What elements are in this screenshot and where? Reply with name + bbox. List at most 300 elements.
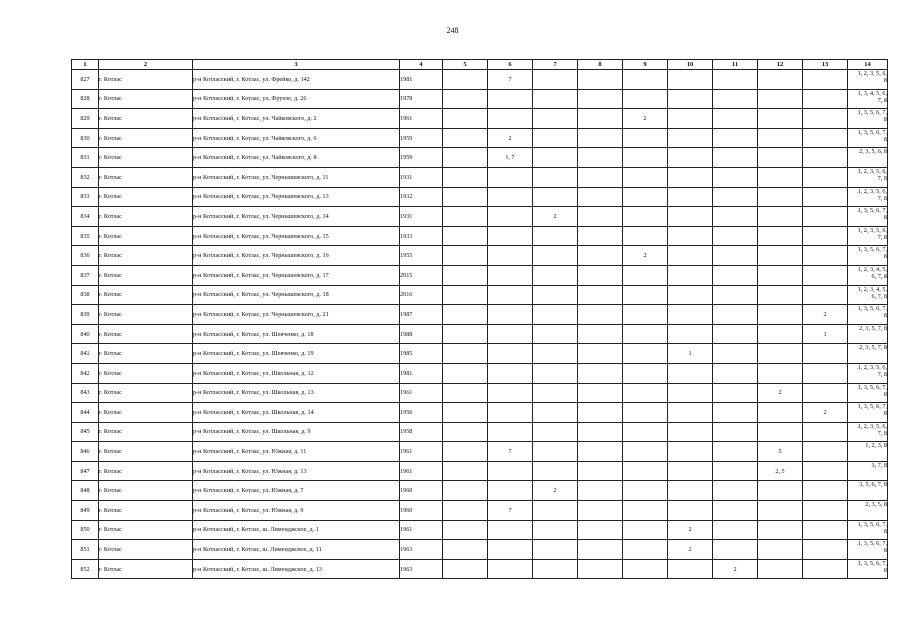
col-10-cell: 2 [668,540,713,560]
col-9-cell [623,403,668,423]
col-8-cell [578,481,623,501]
col-6-cell [488,187,533,207]
col-7-cell [533,461,578,481]
col-5-cell [443,148,488,168]
row-number-cell: 842 [72,363,99,383]
col-9-cell [623,344,668,364]
col-13-cell [803,128,848,148]
column-header-5: 5 [443,60,488,70]
row-number-cell: 844 [72,403,99,423]
col-8-cell [578,501,623,521]
col-7-cell [533,167,578,187]
col-14-cell: 1, 3, 4, 5, 6, 7, 8 [848,89,888,109]
col-8-cell [578,148,623,168]
row-number-cell: 828 [72,89,99,109]
city-cell: г. Котлас [99,70,193,90]
build-year-cell: 1963 [400,559,443,579]
col-12-cell [758,501,803,521]
col-9-cell [623,461,668,481]
col-6-cell: 7 [488,70,533,90]
col-7-cell [533,89,578,109]
col-5-cell [443,520,488,540]
col-13-cell [803,559,848,579]
row-number-cell: 840 [72,324,99,344]
col-6-cell [488,461,533,481]
col-11-cell [713,246,758,266]
build-year-cell: 1960 [400,481,443,501]
col-14-cell: 1, 2, 3, 4, 5, 6, 7, 8 [848,265,888,285]
col-14-cell: 2, 3, 5, 6, 8 [848,148,888,168]
col-6-cell [488,324,533,344]
col-5-cell [443,305,488,325]
col-12-cell [758,226,803,246]
col-13-cell [803,520,848,540]
col-5-cell [443,324,488,344]
col-10-cell [668,226,713,246]
col-6-cell [488,559,533,579]
col-13-cell [803,246,848,266]
city-cell: г. Котлас [99,305,193,325]
col-12-cell [758,363,803,383]
col-8-cell [578,422,623,442]
col-5-cell [443,461,488,481]
col-10-cell [668,501,713,521]
col-14-cell: 1, 3, 5, 6, 7, 8 [848,559,888,579]
col-12-cell [758,89,803,109]
col-11-cell: 2 [713,559,758,579]
col-9-cell [623,481,668,501]
city-cell: г. Котлас [99,461,193,481]
col-11-cell [713,344,758,364]
col-5-cell [443,89,488,109]
col-13-cell [803,442,848,462]
row-number-cell: 829 [72,109,99,129]
row-number-cell: 831 [72,148,99,168]
address-cell: р-н Котласский, г. Котлас, ул. Чернышевского, д. 18 [193,285,400,305]
col-13-cell [803,344,848,364]
table-row [72,403,888,423]
address-cell: р-н Котласский, г. Котлас, ул. Школьная, д. 13 [193,383,400,403]
city-cell: г. Котлас [99,422,193,442]
col-7-cell [533,422,578,442]
build-year-cell: 1988 [400,324,443,344]
col-14-cell: 3, 5, 6, 7, 8 [848,481,888,501]
column-header-13: 13 [803,60,848,70]
col-11-cell [713,128,758,148]
build-year-cell: 1961 [400,442,443,462]
col-10-cell [668,128,713,148]
col-13-cell [803,363,848,383]
col-7-cell [533,128,578,148]
col-8-cell [578,109,623,129]
row-number-cell: 832 [72,167,99,187]
col-7-cell: 2 [533,207,578,227]
col-6-cell [488,520,533,540]
col-13-cell [803,109,848,129]
col-10-cell [668,324,713,344]
col-5-cell [443,128,488,148]
col-9-cell [623,363,668,383]
address-cell: р-н Котласский, г. Котлас, ш. Лименджское, д. 13 [193,559,400,579]
col-12-cell [758,481,803,501]
table-body [72,70,888,579]
column-header-14: 14 [848,60,888,70]
city-cell: г. Котлас [99,344,193,364]
col-12-cell [758,246,803,266]
col-12-cell [758,324,803,344]
row-number-cell: 847 [72,461,99,481]
row-number-cell: 845 [72,422,99,442]
col-5-cell [443,422,488,442]
col-6-cell [488,363,533,383]
col-12-cell: 2 [758,383,803,403]
table-row [72,520,888,540]
col-9-cell [623,285,668,305]
table-header-row [72,60,888,70]
col-6-cell [488,246,533,266]
table-row [72,559,888,579]
table-row [72,246,888,266]
col-10-cell [668,207,713,227]
col-9-cell [623,167,668,187]
col-14-cell: 1, 3, 5, 6, 7, 8 [848,520,888,540]
col-6-cell [488,344,533,364]
row-number-cell: 846 [72,442,99,462]
col-10-cell [668,109,713,129]
col-8-cell [578,89,623,109]
col-8-cell [578,461,623,481]
city-cell: г. Котлас [99,383,193,403]
column-header-10: 10 [668,60,713,70]
col-11-cell [713,363,758,383]
city-cell: г. Котлас [99,109,193,129]
col-6-cell [488,383,533,403]
col-5-cell [443,559,488,579]
row-number-cell: 827 [72,70,99,90]
col-8-cell [578,167,623,187]
col-5-cell [443,70,488,90]
address-cell: р-н Котласский, г. Котлас, ул. Шевченко, д. 19 [193,344,400,364]
col-13-cell [803,383,848,403]
table-row [72,285,888,305]
col-14-cell: 1, 3, 5, 6, 7, 8 [848,207,888,227]
build-year-cell: 1960 [400,501,443,521]
city-cell: г. Котлас [99,285,193,305]
col-6-cell [488,481,533,501]
build-year-cell: 1981 [400,363,443,383]
col-7-cell [533,246,578,266]
col-7-cell [533,363,578,383]
col-13-cell [803,461,848,481]
col-9-cell [623,187,668,207]
address-cell: р-н Котласский, г. Котлас, ул. Чайковского, д. 2 [193,109,400,129]
table-row [72,344,888,364]
col-11-cell [713,540,758,560]
col-10-cell [668,305,713,325]
col-11-cell [713,383,758,403]
col-13-cell [803,187,848,207]
col-5-cell [443,226,488,246]
col-5-cell [443,540,488,560]
city-cell: г. Котлас [99,265,193,285]
col-9-cell: 2 [623,246,668,266]
col-14-cell: 2, 3, 5, 7, 8 [848,344,888,364]
table-row [72,422,888,442]
col-10-cell [668,265,713,285]
col-10-cell [668,148,713,168]
col-13-cell: 2 [803,403,848,423]
address-cell: р-н Котласский, г. Котлас, ул. Школьная, д. 12 [193,363,400,383]
address-cell: р-н Котласский, г. Котлас, ул. Чернышевского, д. 14 [193,207,400,227]
column-header-9: 9 [623,60,668,70]
table-row [72,70,888,90]
col-12-cell [758,540,803,560]
city-cell: г. Котлас [99,167,193,187]
address-cell: р-н Котласский, г. Котлас, ул. Школьная, д. 9 [193,422,400,442]
col-5-cell [443,187,488,207]
col-10-cell [668,246,713,266]
col-11-cell [713,226,758,246]
col-12-cell [758,422,803,442]
build-year-cell: 2015 [400,265,443,285]
col-5-cell [443,207,488,227]
col-8-cell [578,324,623,344]
col-7-cell: 2 [533,481,578,501]
build-year-cell: 1958 [400,422,443,442]
col-5-cell [443,265,488,285]
col-7-cell [533,226,578,246]
col-14-cell: 1, 2, 3, 4, 5, 6, 7, 8 [848,285,888,305]
col-7-cell [533,305,578,325]
col-8-cell [578,403,623,423]
col-13-cell: 1 [803,324,848,344]
table-row [72,305,888,325]
address-cell: р-н Котласский, г. Котлас, ш. Лименджское, д. 11 [193,540,400,560]
col-9-cell [623,383,668,403]
col-8-cell [578,383,623,403]
col-6-cell [488,540,533,560]
city-cell: г. Котлас [99,520,193,540]
col-11-cell [713,167,758,187]
row-number-cell: 833 [72,187,99,207]
col-10-cell: 2 [668,520,713,540]
col-8-cell [578,363,623,383]
build-year-cell: 1961 [400,461,443,481]
col-5-cell [443,246,488,266]
col-5-cell [443,344,488,364]
col-7-cell [533,285,578,305]
col-8-cell [578,285,623,305]
col-7-cell [533,442,578,462]
build-year-cell: 1987 [400,305,443,325]
table-row [72,89,888,109]
col-6-cell: 7 [488,501,533,521]
col-10-cell [668,167,713,187]
col-7-cell [533,148,578,168]
col-10-cell [668,383,713,403]
city-cell: г. Котлас [99,559,193,579]
col-14-cell: 3, 7, 8 [848,461,888,481]
col-6-cell [488,167,533,187]
col-6-cell [488,285,533,305]
column-header-2: 2 [99,60,193,70]
address-cell: р-н Котласский, г. Котлас, ул. Чайковского, д. 6 [193,128,400,148]
table-row [72,501,888,521]
col-10-cell [668,422,713,442]
col-12-cell [758,187,803,207]
col-7-cell [533,265,578,285]
city-cell: г. Котлас [99,89,193,109]
city-cell: г. Котлас [99,501,193,521]
col-8-cell [578,187,623,207]
col-10-cell [668,285,713,305]
row-number-cell: 837 [72,265,99,285]
col-6-cell [488,109,533,129]
column-header-11: 11 [713,60,758,70]
col-7-cell [533,540,578,560]
col-7-cell [533,187,578,207]
col-13-cell [803,167,848,187]
col-7-cell [533,501,578,521]
table-row [72,187,888,207]
col-11-cell [713,520,758,540]
city-cell: г. Котлас [99,363,193,383]
col-5-cell [443,442,488,462]
address-cell: р-н Котласский, г. Котлас, ул. Южная, д. 13 [193,461,400,481]
col-14-cell: 1, 2, 3, 8 [848,442,888,462]
col-6-cell [488,89,533,109]
city-cell: г. Котлас [99,207,193,227]
row-number-cell: 849 [72,501,99,521]
row-number-cell: 850 [72,520,99,540]
col-13-cell [803,285,848,305]
col-13-cell [803,89,848,109]
col-6-cell [488,226,533,246]
col-13-cell: 2 [803,305,848,325]
column-header-4: 4 [400,60,443,70]
col-12-cell [758,265,803,285]
col-8-cell [578,540,623,560]
build-year-cell: 1933 [400,226,443,246]
col-8-cell [578,128,623,148]
col-9-cell [623,70,668,90]
col-11-cell [713,422,758,442]
table-row [72,265,888,285]
col-9-cell [623,89,668,109]
col-12-cell [758,344,803,364]
col-8-cell [578,70,623,90]
col-6-cell [488,305,533,325]
table-row [72,324,888,344]
col-6-cell [488,422,533,442]
city-cell: г. Котлас [99,481,193,501]
col-5-cell [443,109,488,129]
col-14-cell: 2, 3, 5, 8 [848,501,888,521]
col-7-cell [533,344,578,364]
address-cell: р-н Котласский, г. Котлас, ул. Чернышевского, д. 13 [193,187,400,207]
col-9-cell [623,265,668,285]
col-12-cell [758,70,803,90]
col-11-cell [713,442,758,462]
col-8-cell [578,265,623,285]
col-8-cell [578,559,623,579]
col-9-cell [623,540,668,560]
table-row [72,226,888,246]
col-13-cell [803,501,848,521]
address-cell: р-н Котласский, г. Котлас, ул. Чернышевского, д. 21 [193,305,400,325]
col-8-cell [578,442,623,462]
col-7-cell [533,403,578,423]
col-7-cell [533,109,578,129]
col-12-cell [758,285,803,305]
col-11-cell [713,403,758,423]
col-9-cell [623,422,668,442]
col-9-cell [623,305,668,325]
page-number: 248 [446,26,459,35]
col-10-cell [668,559,713,579]
col-11-cell [713,207,758,227]
col-10-cell [668,70,713,90]
col-9-cell [623,442,668,462]
col-10-cell [668,442,713,462]
column-header-7: 7 [533,60,578,70]
col-10-cell [668,461,713,481]
col-5-cell [443,501,488,521]
col-14-cell: 1, 2, 3, 5, 6, 7, 8 [848,363,888,383]
column-header-12: 12 [758,60,803,70]
col-13-cell [803,207,848,227]
build-year-cell: 1978 [400,89,443,109]
address-cell: р-н Котласский, г. Котлас, ул. Чернышевского, д. 16 [193,246,400,266]
table-row [72,540,888,560]
col-9-cell [623,324,668,344]
col-7-cell [533,70,578,90]
row-number-cell: 843 [72,383,99,403]
col-11-cell [713,481,758,501]
col-14-cell: 1, 3, 5, 6, 7, 8 [848,383,888,403]
col-14-cell: 1, 2, 3, 5, 6, 7, 8 [848,167,888,187]
col-13-cell [803,70,848,90]
table-row [72,167,888,187]
col-13-cell [803,148,848,168]
address-cell: р-н Котласский, г. Котлас, ул. Чернышевского, д. 17 [193,265,400,285]
row-number-cell: 851 [72,540,99,560]
col-5-cell [443,285,488,305]
col-11-cell [713,501,758,521]
table-row [72,461,888,481]
col-8-cell [578,520,623,540]
address-cell: р-н Котласский, г. Котлас, ул. Школьная, д. 14 [193,403,400,423]
build-year-cell: 1963 [400,540,443,560]
column-header-8: 8 [578,60,623,70]
city-cell: г. Котлас [99,187,193,207]
build-year-cell: 1931 [400,167,443,187]
row-number-cell: 834 [72,207,99,227]
col-7-cell [533,559,578,579]
col-14-cell: 1, 2, 3, 5, 6, 8 [848,70,888,90]
col-12-cell: 2, 5 [758,461,803,481]
col-8-cell [578,207,623,227]
col-7-cell [533,324,578,344]
build-year-cell: 1961 [400,109,443,129]
col-13-cell [803,265,848,285]
col-10-cell [668,363,713,383]
row-number-cell: 848 [72,481,99,501]
row-number-cell: 838 [72,285,99,305]
col-6-cell: 7 [488,442,533,462]
col-11-cell [713,305,758,325]
build-year-cell: 1931 [400,207,443,227]
